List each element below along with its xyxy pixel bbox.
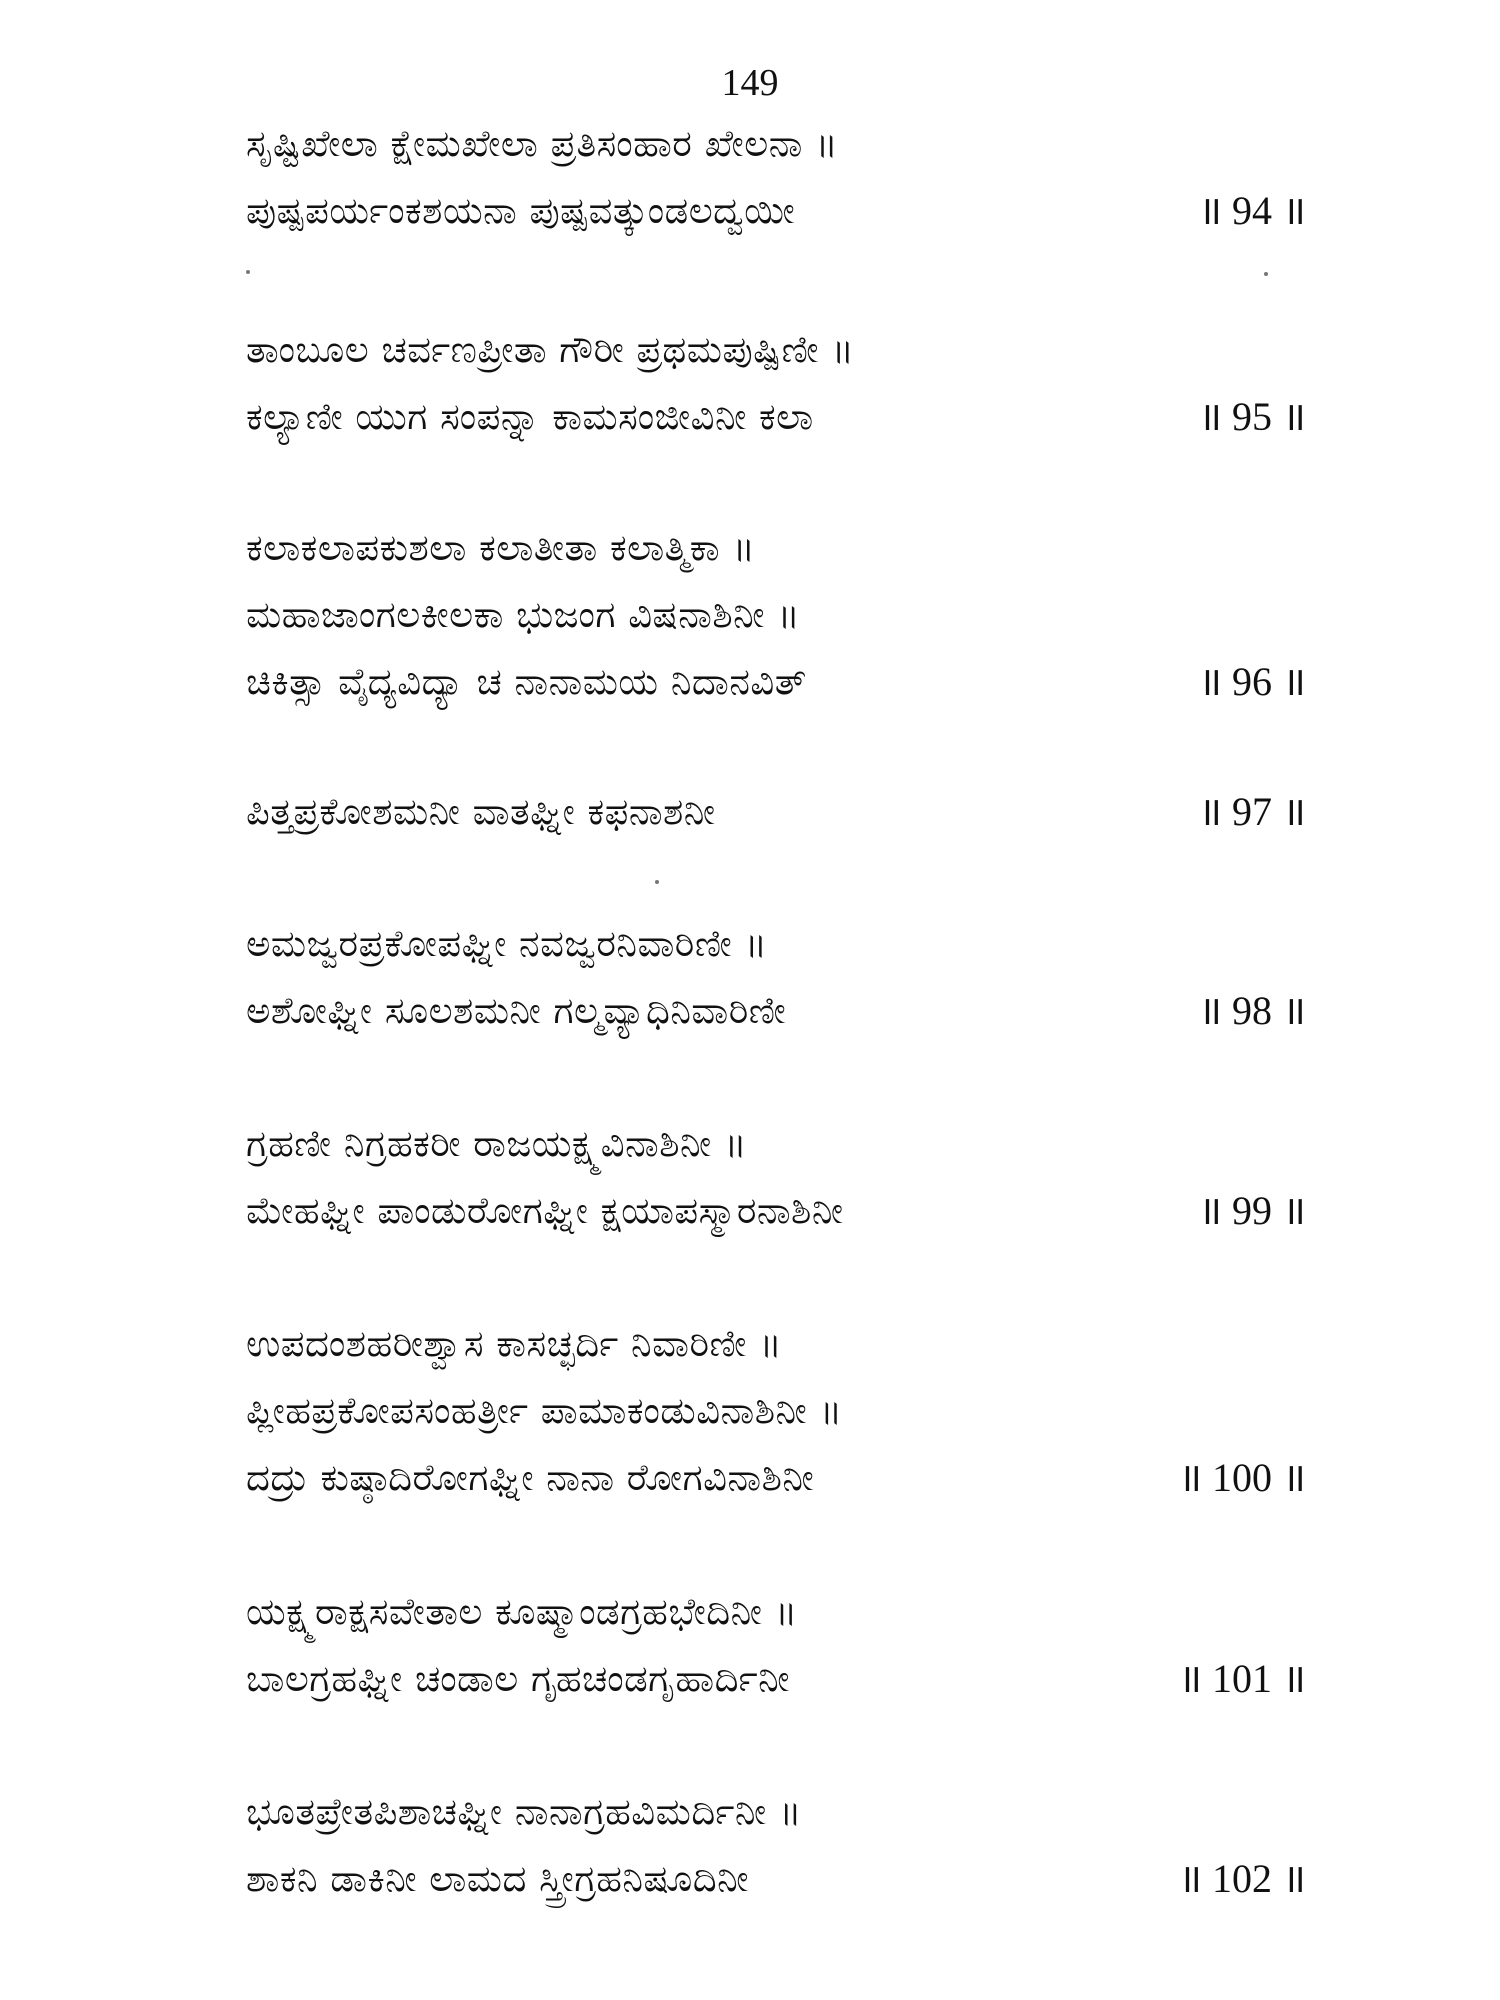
verse-line [246,581,1306,648]
verse-line [246,177,1306,244]
verse-number: ॥ 96 ॥ [1198,659,1306,704]
line-text: ಪ್ಲೀಹಪ್ರಕೋಪಸಂಹರ್ತ್ರೀ ಪಾಮಾಕಂಡುವಿನಾಶಿನೀ ॥ [246,1389,843,1432]
line-text: ಪಿತ್ತಪ್ರಕೋಶಮನೀ ವಾತಘ್ನೀ ಕಫನಾಶನೀ [246,790,716,833]
line-text: ದದ್ರು ಕುಷ್ಠಾದಿರೋಗಘ್ನೀ ನಾನಾ ರೋಗವಿನಾಶಿನೀ [246,1456,815,1499]
line-text: ಮೇಹಘ್ನೀ ಪಾಂಡುರೋಗಘ್ನೀ ಕ್ಷಯಾಪಸ್ಮಾರನಾಶಿನೀ [246,1189,844,1232]
verse-line [246,383,1306,450]
verse-line [246,648,1306,715]
line-text: ಕಲಾಕಲಾಪಕುಶಲಾ ಕಲಾತೀತಾ ಕಲಾತ್ಮಿಕಾ ॥ [246,526,756,569]
verse-line [246,110,1306,177]
line-text: ಕಲ್ಯಾಣೀ ಯುಗ ಸಂಪನ್ನಾ ಕಾಮಸಂಜೀವಿನೀ ಕಲಾ [246,395,814,438]
stanza-97 [246,778,1306,845]
verse-line [246,910,1306,977]
scan-speck [655,880,659,884]
page-number: 149 [721,62,779,104]
verse-number: ॥ 97 ॥ [1198,789,1306,834]
verse-number: ॥ 94 ॥ [1198,188,1306,233]
verse-line [246,778,1306,845]
line-text: ತಾಂಬೂಲ ಚರ್ವಣಪ್ರೀತಾ ಗೌರೀ ಪ್ರಥಮಪುಷ್ಪಿಣೀ ॥ [246,328,855,371]
stanza-100 [246,1310,1306,1511]
verse-line [246,316,1306,383]
verse-number: ॥ 102 ॥ [1178,1856,1306,1901]
stanza-98 [246,910,1306,1044]
line-text: ಬಾಲಗ್ರಹಘ್ನೀ ಚಂಡಾಲ ಗೃಹಚಂಡಗೃಹಾರ್ದಿನೀ [246,1657,790,1700]
verse-number: ॥ 99 ॥ [1198,1188,1306,1233]
verse-line [246,1845,1306,1912]
stanza-102 [246,1778,1306,1912]
line-text: ಪುಷ್ಪಪರ್ಯಂಕಶಯನಾ ಪುಷ್ಪವತ್ಕುಂಡಲದ್ವಯೀ [246,189,796,232]
verse-line [246,1645,1306,1712]
verse-line [246,1110,1306,1177]
verse-line [246,1778,1306,1845]
line-text: ಉಪದಂಶಹರೀಶ್ವಾಸ ಕಾಸಚ್ಛರ್ದಿ ನಿವಾರಿಣೀ ॥ [246,1322,783,1365]
stanza-99 [246,1110,1306,1244]
verse-line [246,977,1306,1044]
scan-speck [1264,272,1268,276]
verse-line [246,1578,1306,1645]
verse-number: ॥ 101 ॥ [1178,1656,1306,1701]
line-text: ಭೂತಪ್ರೇತಪಿಶಾಚಘ್ನೀ ನಾನಾಗ್ರಹವಿಮರ್ದಿನೀ ॥ [246,1790,802,1833]
line-text: ಮಹಾಜಾಂಗಲಕೀಲಕಾ ಭುಜಂಗ ವಿಷನಾಶಿನೀ ॥ [246,593,801,636]
verse-line [246,1177,1306,1244]
verse-number: ॥ 100 ॥ [1178,1455,1306,1500]
line-text: ಸೃಷ್ಟಿಖೇಲಾ ಕ್ಷೇಮಖೇಲಾ ಪ್ರತಿಸಂಹಾರ ಖೇಲನಾ ॥ [246,122,839,165]
line-text: ಶಾಕನಿ ಡಾಕಿನೀ ಲಾಮದ ಸ್ತ್ರೀಗ್ರಹನಿಷೂದಿನೀ [246,1857,749,1900]
verse-line [246,514,1306,581]
verse-number: ॥ 95 ॥ [1198,394,1306,439]
stanza-94 [246,110,1306,244]
scan-speck [246,270,250,274]
stanza-101 [246,1578,1306,1712]
stanza-96 [246,514,1306,715]
verse-line [246,1444,1306,1511]
line-text: ಚಿಕಿತ್ಸಾ ವೈದ್ಯವಿದ್ಯಾ ಚ ನಾನಾಮಯ ನಿದಾನವಿತ್ [246,660,807,703]
verse-line [246,1377,1306,1444]
stanza-95 [246,316,1306,450]
line-text: ಅಮಜ್ವರಪ್ರಕೋಪಘ್ನೀ ನವಜ್ವರನಿವಾರಿಣೀ ॥ [246,922,768,965]
line-text: ಯಕ್ಷ್ಮರಾಕ್ಷಸವೇತಾಲ ಕೂಷ್ಮಾಂಡಗ್ರಹಭೇದಿನೀ ॥ [246,1590,798,1633]
line-text: ಅಶೋಘ್ನೀ ಸೂಲಶಮನೀ ಗಲ್ಮವ್ಯಾಧಿನಿವಾರಿಣೀ [246,989,787,1032]
line-text: ಗ್ರಹಣೀ ನಿಗ್ರಹಕರೀ ರಾಜಯಕ್ಷ್ಮವಿನಾಶಿನೀ ॥ [246,1122,748,1165]
verse-number: ॥ 98 ॥ [1198,988,1306,1033]
verse-line [246,1310,1306,1377]
